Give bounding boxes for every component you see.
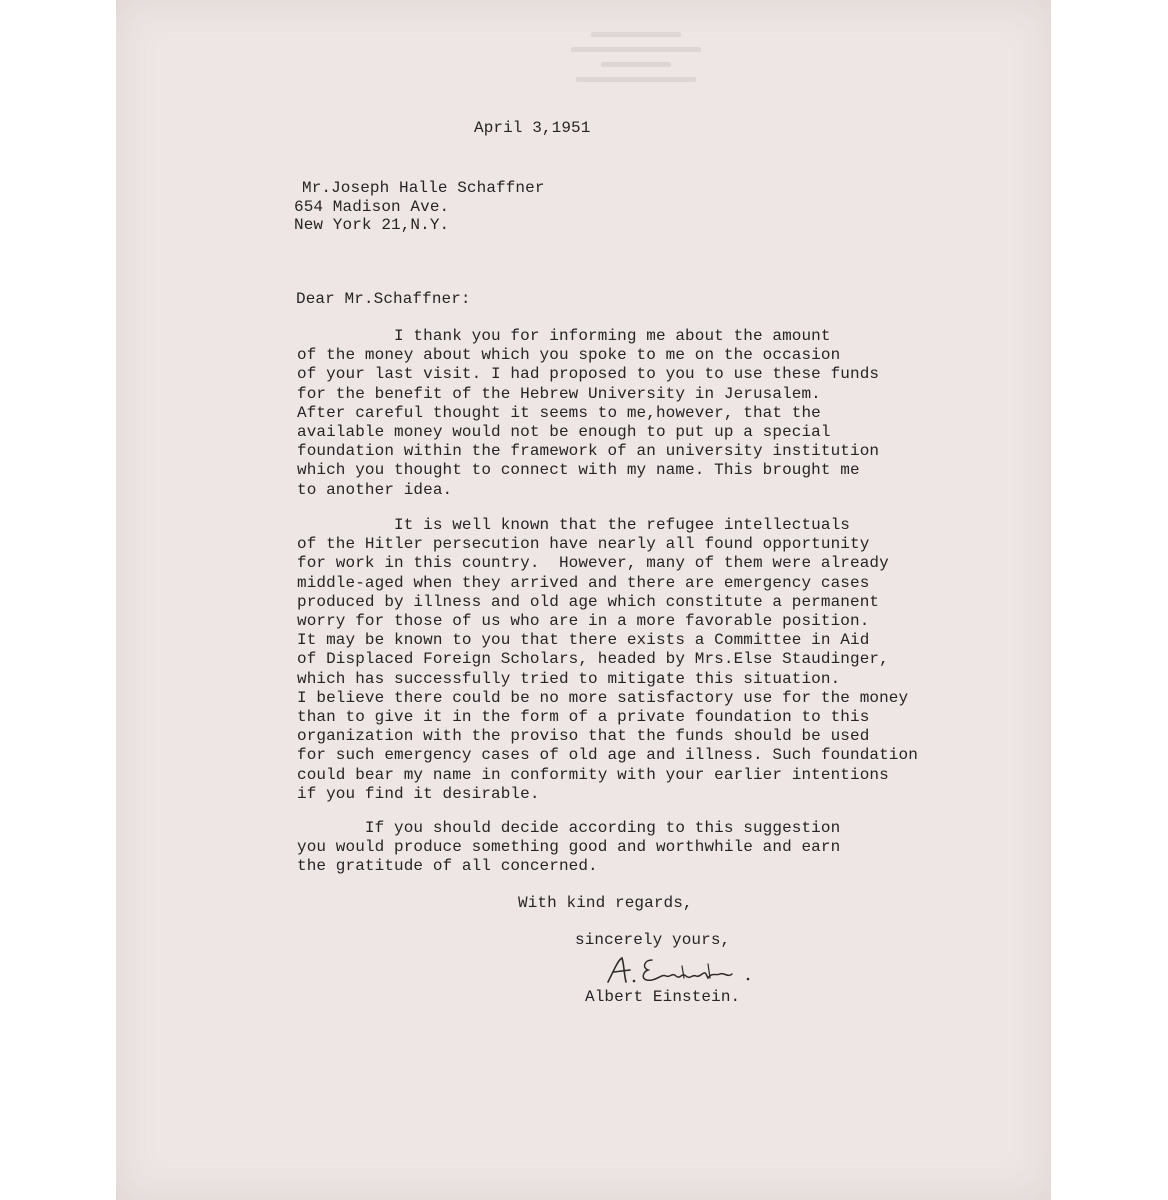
- paragraph-line: organization with the proviso that the funds should be used: [297, 727, 870, 746]
- paragraph-line: which has successfully tried to mitigate this situation.: [297, 669, 841, 688]
- paragraph-line: After careful thought it seems to me,however, that the: [297, 403, 821, 422]
- paragraph-line: I believe there could be no more satisfactory use for the money: [297, 688, 909, 707]
- paragraph-line: for work in this country. However, many of them were already: [297, 554, 889, 573]
- recipient-street: 654 Madison Ave.: [294, 198, 450, 216]
- recipient-city: New York 21,N.Y.: [294, 216, 450, 234]
- paragraph-line: the gratitude of all concerned.: [297, 857, 598, 876]
- recipient-name: Mr.Joseph Halle Schaffner: [302, 179, 545, 197]
- valediction: sincerely yours,: [575, 931, 731, 949]
- paragraph-line: you would produce something good and worthwhile and earn: [297, 838, 841, 857]
- paragraph-line: produced by illness and old age which constitute a permanent: [297, 592, 880, 611]
- paragraph-line: of the money about which you spoke to me on the occasion: [297, 346, 841, 365]
- paragraph-line: for such emergency cases of old age and illness. Such foundation: [297, 746, 918, 765]
- paragraph-line: middle-aged when they arrived and there are emergency cases: [297, 573, 870, 592]
- paragraph-line: of your last visit. I had proposed to you to use these funds: [297, 365, 880, 384]
- paragraph-line: worry for those of us who are in a more favorable position.: [297, 612, 870, 631]
- paragraph-line: available money would not be enough to put up a special: [297, 423, 831, 442]
- paragraph-line: of Displaced Foreign Scholars, headed by Mrs.Else Staudinger,: [297, 650, 889, 669]
- paragraph-3: [297, 819, 840, 877]
- paragraph-1: [297, 327, 879, 500]
- paragraph-line: if you find it desirable.: [297, 784, 540, 803]
- salutation: Dear Mr.Schaffner:: [296, 290, 471, 308]
- paragraph-line: to another idea.: [297, 480, 453, 499]
- paragraph-line: If you should decide according to this suggestion: [297, 819, 841, 837]
- typed-signature-name: Albert Einstein.: [585, 988, 741, 1006]
- paragraph-line: could bear my name in conformity with your earlier intentions: [297, 765, 889, 784]
- paragraph-2: [297, 516, 918, 804]
- closing: With kind regards,: [518, 894, 693, 912]
- paragraph-line: for the benefit of the Hebrew University in Jerusalem.: [297, 384, 821, 403]
- paragraph-line: I thank you for informing me about the amount: [297, 327, 831, 345]
- handwritten-signature: [600, 952, 770, 988]
- paragraph-line: which you thought to connect with my name. This brought me: [297, 461, 860, 480]
- paragraph-line: foundation within the framework of an university institution: [297, 442, 880, 461]
- paragraph-line: of the Hitler persecution have nearly all found opportunity: [297, 535, 870, 554]
- paragraph-line: than to give it in the form of a private foundation to this: [297, 708, 870, 727]
- letter-date: April 3,1951: [474, 119, 591, 137]
- paragraph-line: It is well known that the refugee intellectuals: [297, 516, 850, 534]
- paragraph-line: It may be known to you that there exists a Committee in Aid: [297, 631, 870, 650]
